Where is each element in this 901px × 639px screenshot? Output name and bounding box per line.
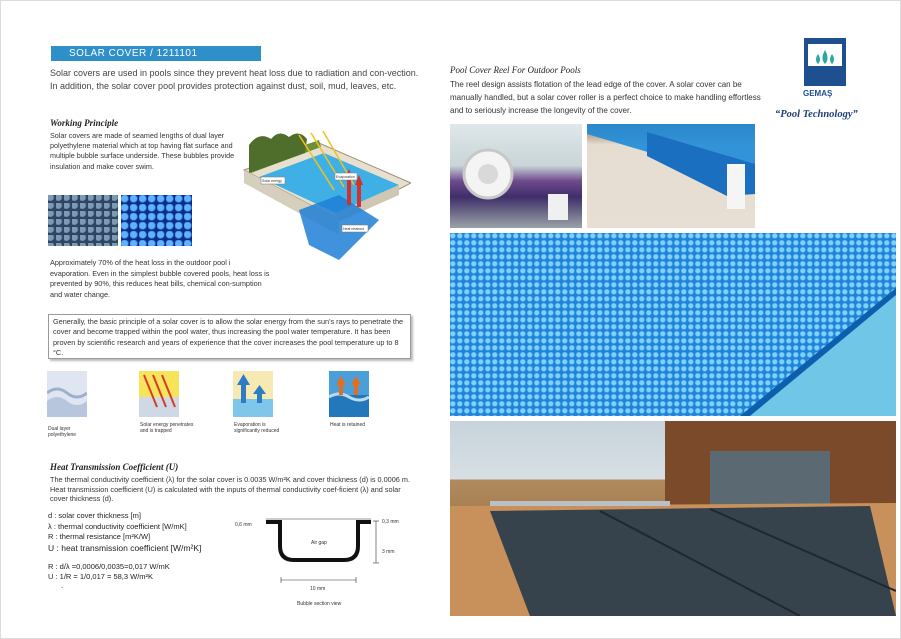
- reel-handle-photo: [450, 124, 582, 228]
- heat-retained-icon: [329, 371, 369, 417]
- bubble-texture-photo-blue: [121, 195, 192, 246]
- brand-slogan: “Pool Technology”: [775, 109, 858, 120]
- icon-caption-heat-retained: Heat is retained: [330, 422, 366, 428]
- heat-loss-text: Approximately 70% of the heat loss in the outdoor pool i evaporation. Even in the simplest bubble covered pools, heat loss is prevented by 90%, this reduces heat bills, chemical con-sumption and water change.: [50, 258, 270, 299]
- calc-r: R : d/λ =0,0006/0,0035=0,017 W/mK: [48, 562, 170, 571]
- bubble-section-title: Bubble section view: [297, 601, 342, 607]
- evaporation-icon: [233, 371, 273, 417]
- reel-text: The reel design assists flotation of the lead edge of the cover. A solar cover can be manually handled, but a solar cover roller is a perfect choice to make handling effortless and to seriously increase the longevity of the cover.: [450, 80, 761, 115]
- legend-lambda: λ : thermal conductivity coefficient [W/mK]: [48, 521, 187, 531]
- reel-roller-photo: [587, 124, 755, 228]
- bubble-thick-top: 0,6 mm: [235, 522, 252, 528]
- diagram-label-solar: Solar energy: [262, 179, 282, 183]
- calc-u: U : 1/R = 1/0,017 = 58,3 W/m²K: [48, 572, 154, 581]
- intro-text: Solar covers are used in pools since they prevent heat loss due to radiation and con-vection. In addition, the solar cover pool provides protection against dust, soil, mud, leaves, etc.: [50, 68, 419, 91]
- page-title: SOLAR COVER / 1211101: [51, 46, 261, 61]
- heat-transmission-heading: Heat Transmission Coefficient (U): [50, 462, 179, 472]
- formula-legend: [48, 511, 201, 553]
- bubble-texture-photo-gray: [48, 195, 118, 246]
- legend-d: d : solar cover thickness [m]: [48, 511, 141, 520]
- principle-box: Generally, the basic principle of a solar cover is to allow the solar energy from the sun's rays to penetrate the cover and become trapped within the pool water, thus increasing the pool water temperature. It has been proven by scientific research and years of experience that the cover increases the pool temperature up to 8 °C.: [48, 314, 411, 359]
- formula-dot: .: [61, 581, 64, 590]
- working-principle-heading: Working Principle: [50, 118, 119, 128]
- dual-layer-icon: [47, 371, 87, 417]
- brand-name: GEMAŞ: [803, 89, 833, 98]
- legend-u: U : heat transmission coefficient [W/m²K]: [48, 542, 202, 553]
- diagram-label-heat: Heat retained: [343, 227, 365, 231]
- bubble-width: 10 mm: [310, 586, 326, 592]
- legend-r: R : thermal resistance [m²K/W]: [48, 532, 151, 541]
- water-drops-icon: [804, 38, 846, 86]
- bubble-air-gap: Air gap: [311, 540, 327, 546]
- icon-caption-evaporation: Evaporation is significantly reduced: [234, 422, 280, 434]
- diagram-label-evaporation: Evaporation: [336, 175, 355, 179]
- solar-energy-icon: [139, 371, 179, 417]
- formula-calc: [48, 562, 170, 582]
- backyard-pool-photo: [450, 421, 896, 616]
- pool-heat-diagram: [239, 125, 411, 267]
- bubble-thick-right: 0,3 mm: [382, 519, 399, 525]
- gemas-logo: [804, 38, 846, 86]
- reel-heading: Pool Cover Reel For Outdoor Pools: [450, 65, 581, 75]
- working-principle-text: Solar covers are made of seamed lengths of dual layer polyethylene material which at top having flat surface and multiple bubble surface underside. These bubbles provide insulation and make cover swim.: [50, 131, 235, 171]
- heat-transmission-text: The thermal conductivity coefficient (λ) for the solar cover is 0.0035 W/m²K and cover thickness (d) is 0.0006 m. Heat transmission coefficient (U) is calculated with the inputs of thermal conductivity coef-ficient (λ) and solar cover thickness (d).: [50, 475, 410, 504]
- icon-caption-solar-energy: Solar energy penetrates and is trapped: [140, 422, 194, 434]
- icon-caption-dual-layer: Dual layer polyethylene: [48, 426, 77, 438]
- bubble-section-diagram: [231, 511, 416, 611]
- bubble-height: 3 mm: [382, 549, 395, 555]
- blue-cover-closeup-photo: [450, 233, 896, 416]
